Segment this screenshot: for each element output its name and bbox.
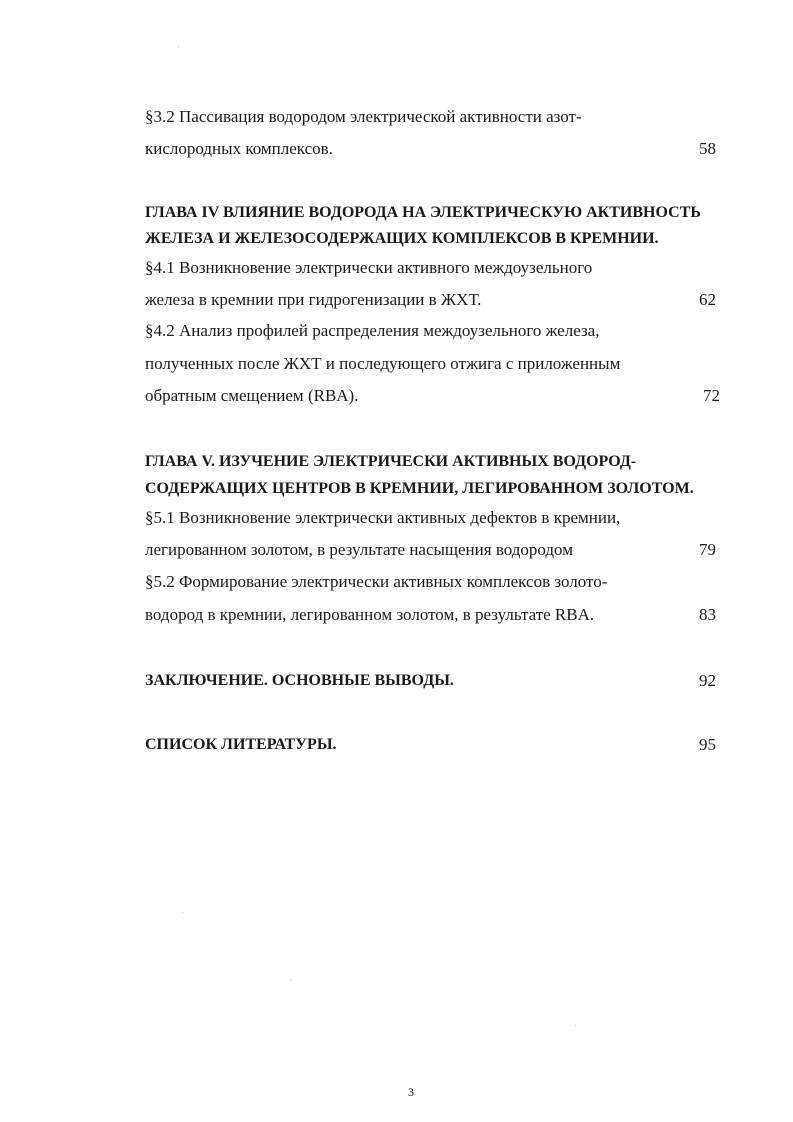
toc-entry-4-1-page: 62 xyxy=(699,290,716,309)
references-title: СПИСОК ЛИТЕРАТУРЫ. xyxy=(145,736,337,753)
toc-entry-5-1-line-2: легированном золотом, в результате насыщения водородом xyxy=(145,540,573,559)
toc-entry-4-2-line-3: обратным смещением (RBA). xyxy=(145,386,359,405)
toc-entry-4-1-line-2: железа в кремнии при гидрогенизации в ЖХТ. xyxy=(145,290,482,309)
toc-entry-3-2-page: 58 xyxy=(699,139,716,158)
toc-entry-4-2-line-1: §4.2 Анализ профилей распределения междоузельного железа, xyxy=(145,321,600,340)
page-number: 3 xyxy=(408,1085,414,1099)
toc-entry-5-2-line-2: водород в кремнии, легированном золотом, в результате RBA. xyxy=(145,605,595,624)
toc-entry-4-2-page: 72 xyxy=(703,386,720,405)
toc-entry-5-1-line-1: §5.1 Возникновение электрически активных дефектов в кремнии, xyxy=(145,508,621,527)
conclusion-page: 92 xyxy=(699,671,716,690)
toc-entry-5-2-line-1: §5.2 Формирование электрически активных комплексов золото- xyxy=(145,572,608,591)
scan-speck xyxy=(182,912,183,913)
conclusion-title: ЗАКЛЮЧЕНИЕ. ОСНОВНЫЕ ВЫВОДЫ. xyxy=(145,672,454,689)
toc-entry-4-2-line-2: полученных после ЖХТ и последующего отжига с приложенным xyxy=(145,354,621,373)
chapter-5-title-line-2: СОДЕРЖАЩИХ ЦЕНТРОВ В КРЕМНИИ, ЛЕГИРОВАННОМ ЗОЛОТОМ. xyxy=(145,480,694,497)
references-page: 95 xyxy=(699,735,716,754)
chapter-5-title-line-1: ГЛАВА V. ИЗУЧЕНИЕ ЭЛЕКТРИЧЕСКИ АКТИВНЫХ ВОДОРОД- xyxy=(145,453,637,470)
toc-entry-3-2-line-1: §3.2 Пассивация водородом электрической активности азот- xyxy=(145,107,582,126)
chapter-4-title-line-1: ГЛАВА IV ВЛИЯНИЕ ВОДОРОДА НА ЭЛЕКТРИЧЕСКУЮ АКТИВНОСТЬ xyxy=(145,204,701,221)
scan-speck xyxy=(178,46,179,47)
toc-entry-4-1-line-1: §4.1 Возникновение электрически активного междоузельного xyxy=(145,258,593,277)
toc-entry-3-2-line-2: кислородных комплексов. xyxy=(145,139,333,158)
toc-entry-5-2-page: 83 xyxy=(699,605,716,624)
chapter-4-title-line-2: ЖЕЛЕЗА И ЖЕЛЕЗОСОДЕРЖАЩИХ КОМПЛЕКСОВ В КРЕМНИИ. xyxy=(145,230,659,247)
scan-speck xyxy=(290,980,291,981)
scan-speck xyxy=(575,1025,576,1026)
toc-entry-5-1-page: 79 xyxy=(699,540,716,559)
